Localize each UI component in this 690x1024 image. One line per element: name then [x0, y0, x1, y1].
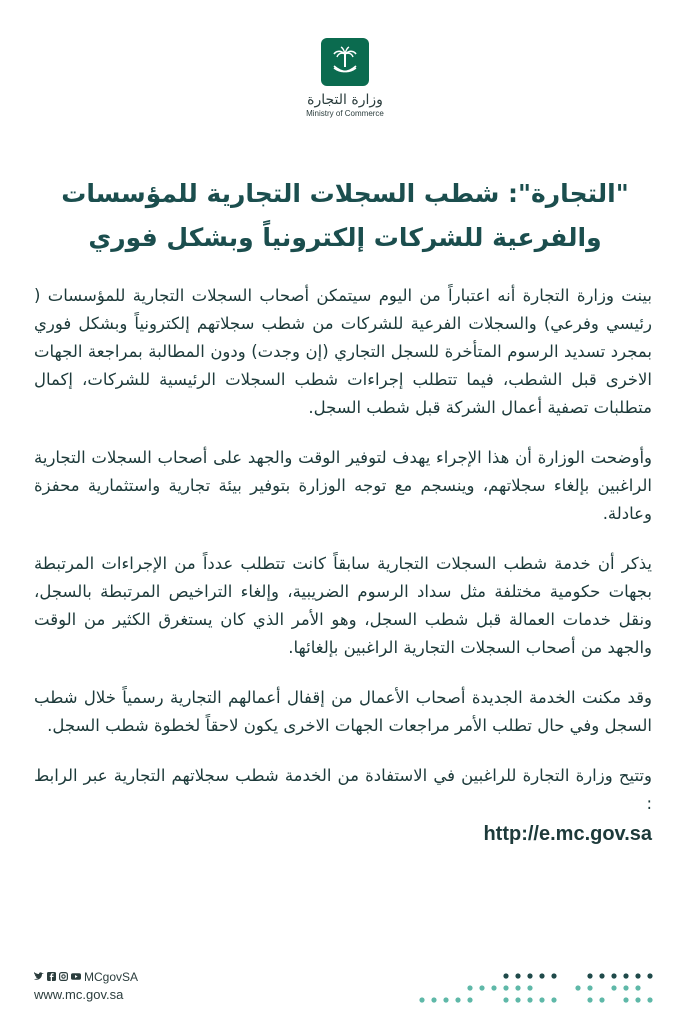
ministry-name-arabic: وزارة التجارة	[307, 92, 383, 108]
paragraph: وتتيح وزارة التجارة للراغبين في الاستفادة من الخدمة شطب سجلاتهم التجارية عبر الرابط :	[34, 766, 652, 813]
youtube-icon[interactable]	[71, 972, 81, 983]
ministry-name-english: Ministry of Commerce	[306, 109, 384, 118]
social-handle: MCgovSA	[84, 970, 139, 984]
paragraph: يذكر أن خدمة شطب السجلات التجارية سابقاً كانت تتطلب عدداً من الإجراءات المرتبطة بجهات حكومية مختلفة مثل سداد الرسوم الضريبية، وإلغاء التراخيص المرتبطة بالسجل، ونقل خدمات العمالة قبل شطب السجل، وهو الأمر الذي كان يستغرق الكثير من الوقت والجهد من أصحاب السجلات التجارية الراغبين بإلغائها.	[34, 554, 652, 657]
decorative-dots	[410, 970, 660, 1004]
footer	[34, 970, 138, 1002]
twitter-icon[interactable]	[34, 972, 44, 983]
dot-row-bottom	[419, 997, 652, 1002]
paragraph: وقد مكنت الخدمة الجديدة أصحاب الأعمال من إقفال أعمالهم التجارية رسمياً خلال شطب السجل وفي حال تطلب الأمر مراجعات الجهات الاخرى يكون لاحقاً لخطوة شطب السجل.	[34, 688, 652, 735]
headline: "التجارة": شطب السجلات التجارية للمؤسسات والفرعية للشركات إلكترونياً وبشكل فوري	[61, 179, 629, 252]
website-url[interactable]: www.mc.gov.sa	[34, 987, 124, 1002]
emblem-icon	[321, 38, 369, 86]
dot-row-middle	[467, 985, 640, 990]
article-body	[34, 282, 652, 848]
dot-row-top	[503, 973, 652, 978]
facebook-icon[interactable]	[47, 972, 56, 983]
service-link[interactable]: http://e.mc.gov.sa	[483, 823, 652, 845]
instagram-icon[interactable]	[59, 972, 68, 983]
paragraph: بينت وزارة التجارة أنه اعتباراً من اليوم سيتمكن أصحاب السجلات التجارية للمؤسسات ( رئيسي وفرعي) والسجلات الفرعية للشركات من شطب سجلاتهم إلكترونياً وبشكل فوري بمجرد تسديد الرسوم المتأخرة للسجل التجاري (إن وجدت) ودون المطالبة بمراجعة الجهات الاخرى قبل الشطب، فيما تتطلب إجراءات شطب السجلات الرئيسية للشركات، إكمال متطلبات تصفية أعمال الشركة قبل شطب السجل.	[34, 286, 652, 417]
paragraph: وأوضحت الوزارة أن هذا الإجراء يهدف لتوفير الوقت والجهد على أصحاب السجلات التجارية الراغبين بإلغاء سجلاتهم، وينسجم مع توجه الوزارة بتوفير بيئة تجارية واستثمارية محفزة وعادلة.	[34, 448, 652, 523]
ministry-logo	[290, 38, 400, 118]
social-row	[34, 970, 138, 984]
